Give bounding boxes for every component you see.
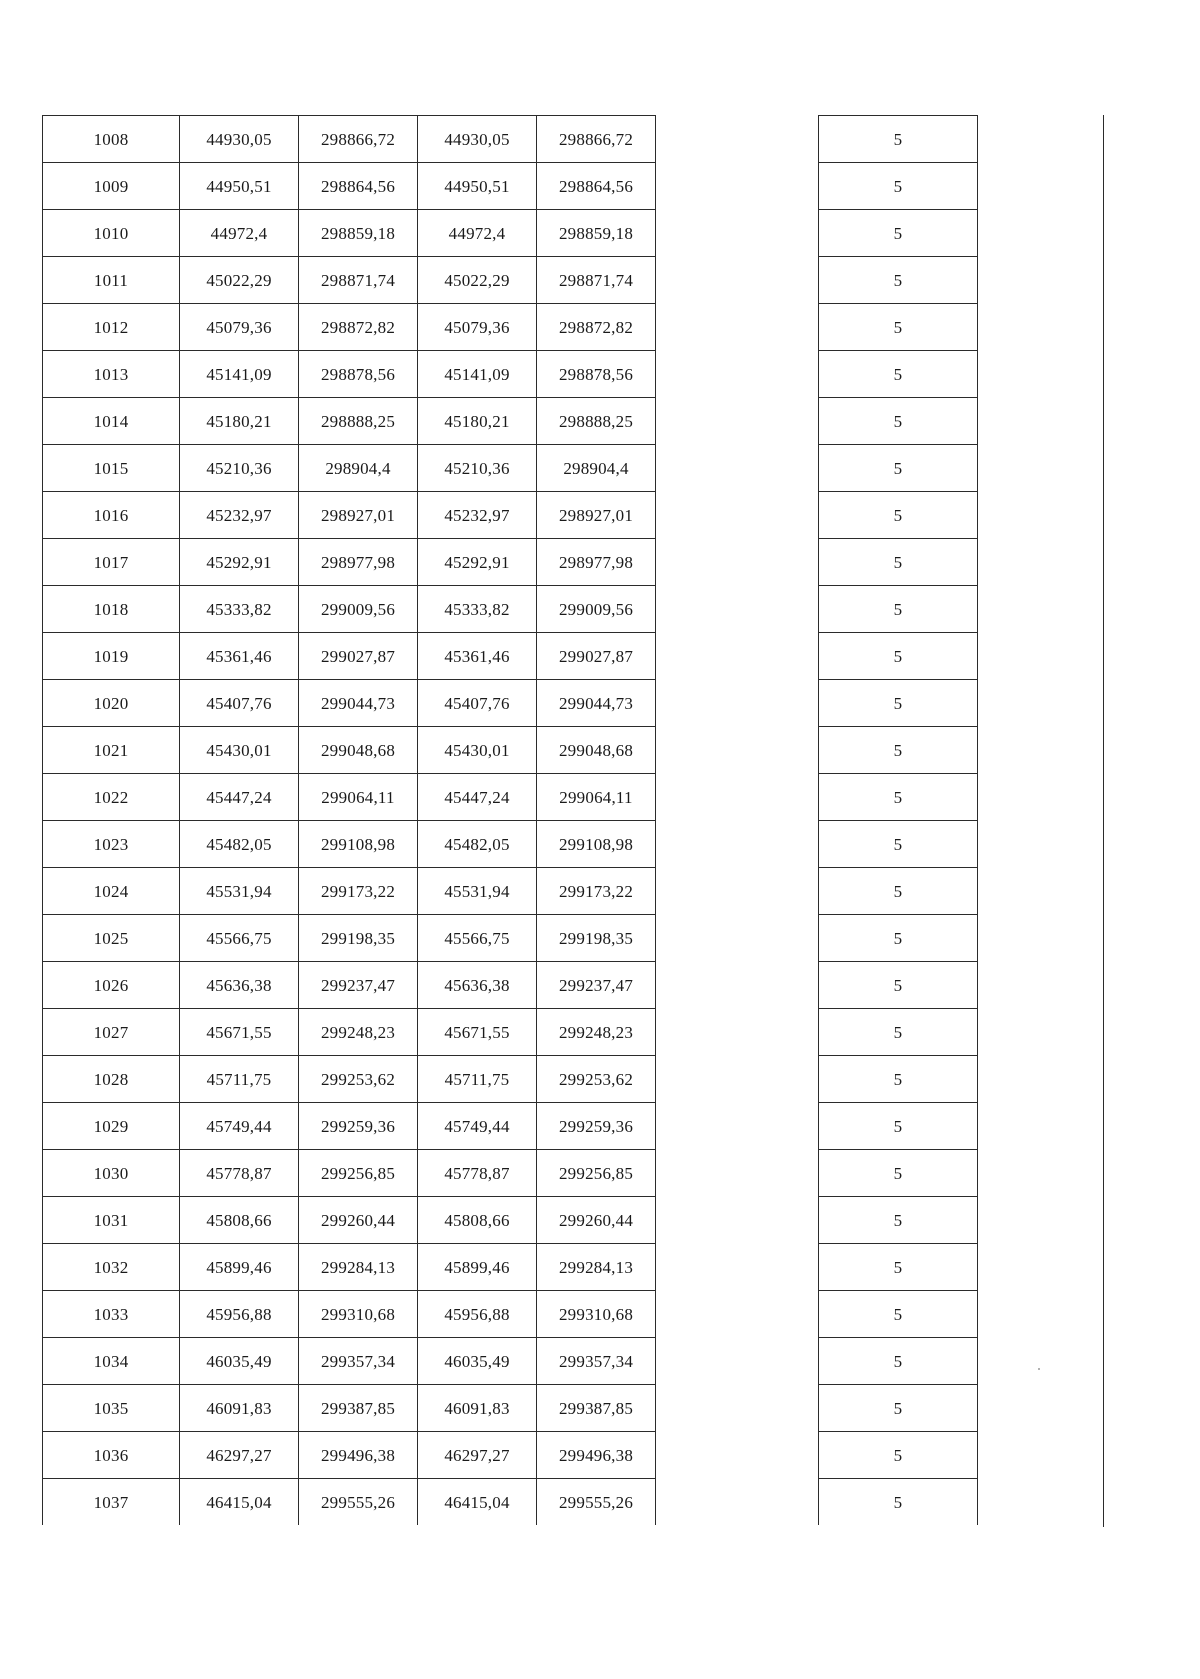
precision-cell: 5 — [819, 539, 978, 586]
table-row — [43, 586, 656, 633]
x-coordinate-cell: 46297,27 — [418, 1432, 537, 1479]
y-coordinate-cell: 299108,98 — [299, 821, 418, 868]
table-row — [819, 915, 978, 962]
x-coordinate-cell: 45531,94 — [418, 868, 537, 915]
precision-cell: 5 — [819, 821, 978, 868]
x-coordinate-cell: 44972,4 — [418, 210, 537, 257]
y-coordinate-cell: 299048,68 — [537, 727, 656, 774]
point-number-cell: 1016 — [43, 492, 180, 539]
x-coordinate-cell: 45447,24 — [418, 774, 537, 821]
table-row — [819, 351, 978, 398]
point-number-cell: 1024 — [43, 868, 180, 915]
precision-cell: 5 — [819, 633, 978, 680]
y-coordinate-cell: 299387,85 — [299, 1385, 418, 1432]
point-number-cell: 1021 — [43, 727, 180, 774]
x-coordinate-cell: 45636,38 — [180, 962, 299, 1009]
precision-cell: 5 — [819, 774, 978, 821]
table-row — [43, 1479, 656, 1526]
precision-cell: 5 — [819, 1244, 978, 1291]
point-number-cell: 1025 — [43, 915, 180, 962]
y-coordinate-cell: 299064,11 — [299, 774, 418, 821]
precision-cell: 5 — [819, 1197, 978, 1244]
x-coordinate-cell: 44950,51 — [180, 163, 299, 210]
precision-cell: 5 — [819, 868, 978, 915]
point-number-cell: 1036 — [43, 1432, 180, 1479]
x-coordinate-cell: 45711,75 — [418, 1056, 537, 1103]
table-row — [43, 1150, 656, 1197]
precision-cell: 5 — [819, 1479, 978, 1526]
precision-cell: 5 — [819, 1385, 978, 1432]
y-coordinate-cell: 299284,13 — [299, 1244, 418, 1291]
point-number-cell: 1033 — [43, 1291, 180, 1338]
y-coordinate-cell: 299284,13 — [537, 1244, 656, 1291]
table-row — [819, 868, 978, 915]
precision-table — [818, 115, 978, 1525]
y-coordinate-cell: 299237,47 — [537, 962, 656, 1009]
y-coordinate-cell: 299260,44 — [537, 1197, 656, 1244]
x-coordinate-cell: 45566,75 — [180, 915, 299, 962]
y-coordinate-cell: 298888,25 — [299, 398, 418, 445]
precision-cell: 5 — [819, 116, 978, 163]
precision-cell: 5 — [819, 915, 978, 962]
table-row — [819, 116, 978, 163]
x-coordinate-cell: 45808,66 — [180, 1197, 299, 1244]
table-row — [819, 1056, 978, 1103]
y-coordinate-cell: 299310,68 — [537, 1291, 656, 1338]
x-coordinate-cell: 45956,88 — [180, 1291, 299, 1338]
x-coordinate-cell: 45232,97 — [180, 492, 299, 539]
x-coordinate-cell: 46035,49 — [418, 1338, 537, 1385]
y-coordinate-cell: 299237,47 — [299, 962, 418, 1009]
x-coordinate-cell: 45899,46 — [180, 1244, 299, 1291]
x-coordinate-cell: 45141,09 — [418, 351, 537, 398]
table-row — [819, 962, 978, 1009]
x-coordinate-cell: 45711,75 — [180, 1056, 299, 1103]
y-coordinate-cell: 298871,74 — [299, 257, 418, 304]
table-row — [819, 727, 978, 774]
point-number-cell: 1008 — [43, 116, 180, 163]
point-number-cell: 1027 — [43, 1009, 180, 1056]
y-coordinate-cell: 299009,56 — [299, 586, 418, 633]
x-coordinate-cell: 46415,04 — [418, 1479, 537, 1526]
y-coordinate-cell: 298977,98 — [299, 539, 418, 586]
table-row — [819, 539, 978, 586]
coordinates-table — [42, 115, 656, 1525]
table-row — [43, 1338, 656, 1385]
x-coordinate-cell: 46297,27 — [180, 1432, 299, 1479]
y-coordinate-cell: 298864,56 — [299, 163, 418, 210]
table-row — [819, 774, 978, 821]
table-row — [43, 1385, 656, 1432]
x-coordinate-cell: 45899,46 — [418, 1244, 537, 1291]
table-row — [819, 1291, 978, 1338]
point-number-cell: 1010 — [43, 210, 180, 257]
x-coordinate-cell: 45749,44 — [180, 1103, 299, 1150]
precision-cell: 5 — [819, 351, 978, 398]
x-coordinate-cell: 45180,21 — [180, 398, 299, 445]
table-row — [43, 633, 656, 680]
table-row — [43, 821, 656, 868]
x-coordinate-cell: 45482,05 — [180, 821, 299, 868]
y-coordinate-cell: 298888,25 — [537, 398, 656, 445]
table-row — [819, 1479, 978, 1526]
x-coordinate-cell: 45333,82 — [180, 586, 299, 633]
point-number-cell: 1011 — [43, 257, 180, 304]
y-coordinate-cell: 298872,82 — [299, 304, 418, 351]
table-row — [43, 1103, 656, 1150]
table-row — [819, 210, 978, 257]
table-row — [43, 163, 656, 210]
table-row — [819, 1103, 978, 1150]
table-row — [43, 774, 656, 821]
point-number-cell: 1028 — [43, 1056, 180, 1103]
x-coordinate-cell: 45141,09 — [180, 351, 299, 398]
y-coordinate-cell: 299248,23 — [299, 1009, 418, 1056]
precision-cell: 5 — [819, 1432, 978, 1479]
precision-cell: 5 — [819, 1338, 978, 1385]
y-coordinate-cell: 299044,73 — [299, 680, 418, 727]
precision-cell: 5 — [819, 492, 978, 539]
x-coordinate-cell: 45482,05 — [418, 821, 537, 868]
scan-speck — [1038, 1368, 1040, 1370]
x-coordinate-cell: 46091,83 — [180, 1385, 299, 1432]
y-coordinate-cell: 299496,38 — [299, 1432, 418, 1479]
table-row — [43, 445, 656, 492]
y-coordinate-cell: 299048,68 — [299, 727, 418, 774]
y-coordinate-cell: 299044,73 — [537, 680, 656, 727]
precision-cell: 5 — [819, 680, 978, 727]
table-row — [43, 1432, 656, 1479]
precision-cell: 5 — [819, 210, 978, 257]
x-coordinate-cell: 45430,01 — [418, 727, 537, 774]
x-coordinate-cell: 45210,36 — [418, 445, 537, 492]
table-row — [43, 351, 656, 398]
x-coordinate-cell: 46035,49 — [180, 1338, 299, 1385]
x-coordinate-cell: 45447,24 — [180, 774, 299, 821]
y-coordinate-cell: 298859,18 — [299, 210, 418, 257]
table-row — [43, 539, 656, 586]
x-coordinate-cell: 44930,05 — [418, 116, 537, 163]
point-number-cell: 1017 — [43, 539, 180, 586]
y-coordinate-cell: 299173,22 — [537, 868, 656, 915]
point-number-cell: 1035 — [43, 1385, 180, 1432]
x-coordinate-cell: 45232,97 — [418, 492, 537, 539]
y-coordinate-cell: 299173,22 — [299, 868, 418, 915]
y-coordinate-cell: 298904,4 — [537, 445, 656, 492]
y-coordinate-cell: 299009,56 — [537, 586, 656, 633]
y-coordinate-cell: 299555,26 — [537, 1479, 656, 1526]
table-row — [43, 257, 656, 304]
x-coordinate-cell: 45292,91 — [180, 539, 299, 586]
y-coordinate-cell: 299310,68 — [299, 1291, 418, 1338]
y-coordinate-cell: 299357,34 — [537, 1338, 656, 1385]
point-number-cell: 1015 — [43, 445, 180, 492]
y-coordinate-cell: 298864,56 — [537, 163, 656, 210]
table-row — [43, 1291, 656, 1338]
precision-cell: 5 — [819, 257, 978, 304]
point-number-cell: 1029 — [43, 1103, 180, 1150]
table-row — [43, 727, 656, 774]
point-number-cell: 1032 — [43, 1244, 180, 1291]
precision-cell: 5 — [819, 1056, 978, 1103]
point-number-cell: 1019 — [43, 633, 180, 680]
y-coordinate-cell: 299496,38 — [537, 1432, 656, 1479]
table-row — [43, 680, 656, 727]
point-number-cell: 1022 — [43, 774, 180, 821]
y-coordinate-cell: 298878,56 — [299, 351, 418, 398]
precision-cell: 5 — [819, 1291, 978, 1338]
x-coordinate-cell: 45407,76 — [418, 680, 537, 727]
y-coordinate-cell: 299253,62 — [299, 1056, 418, 1103]
precision-cell: 5 — [819, 962, 978, 1009]
x-coordinate-cell: 45430,01 — [180, 727, 299, 774]
x-coordinate-cell: 45808,66 — [418, 1197, 537, 1244]
right-border-line — [1103, 115, 1104, 1527]
table-row — [819, 1009, 978, 1056]
table-row — [819, 1197, 978, 1244]
x-coordinate-cell: 45180,21 — [418, 398, 537, 445]
x-coordinate-cell: 45956,88 — [418, 1291, 537, 1338]
y-coordinate-cell: 299198,35 — [299, 915, 418, 962]
y-coordinate-cell: 299256,85 — [299, 1150, 418, 1197]
x-coordinate-cell: 45749,44 — [418, 1103, 537, 1150]
x-coordinate-cell: 45292,91 — [418, 539, 537, 586]
table-row — [43, 1009, 656, 1056]
x-coordinate-cell: 44930,05 — [180, 116, 299, 163]
x-coordinate-cell: 45778,87 — [418, 1150, 537, 1197]
x-coordinate-cell: 44972,4 — [180, 210, 299, 257]
y-coordinate-cell: 298859,18 — [537, 210, 656, 257]
y-coordinate-cell: 299253,62 — [537, 1056, 656, 1103]
x-coordinate-cell: 45531,94 — [180, 868, 299, 915]
point-number-cell: 1009 — [43, 163, 180, 210]
point-number-cell: 1013 — [43, 351, 180, 398]
y-coordinate-cell: 299555,26 — [299, 1479, 418, 1526]
table-row — [43, 915, 656, 962]
table-row — [43, 1056, 656, 1103]
y-coordinate-cell: 298927,01 — [537, 492, 656, 539]
table-row — [819, 1432, 978, 1479]
point-number-cell: 1030 — [43, 1150, 180, 1197]
x-coordinate-cell: 45636,38 — [418, 962, 537, 1009]
table-row — [43, 398, 656, 445]
point-number-cell: 1020 — [43, 680, 180, 727]
y-coordinate-cell: 298904,4 — [299, 445, 418, 492]
x-coordinate-cell: 45022,29 — [180, 257, 299, 304]
table-row — [819, 586, 978, 633]
precision-cell: 5 — [819, 163, 978, 210]
table-row — [819, 821, 978, 868]
point-number-cell: 1012 — [43, 304, 180, 351]
y-coordinate-cell: 299256,85 — [537, 1150, 656, 1197]
x-coordinate-cell: 46415,04 — [180, 1479, 299, 1526]
precision-cell: 5 — [819, 1150, 978, 1197]
table-row — [819, 492, 978, 539]
y-coordinate-cell: 299027,87 — [299, 633, 418, 680]
x-coordinate-cell: 45022,29 — [418, 257, 537, 304]
table-row — [819, 257, 978, 304]
x-coordinate-cell: 45210,36 — [180, 445, 299, 492]
precision-cell: 5 — [819, 1009, 978, 1056]
x-coordinate-cell: 45566,75 — [418, 915, 537, 962]
y-coordinate-cell: 299027,87 — [537, 633, 656, 680]
y-coordinate-cell: 298866,72 — [299, 116, 418, 163]
y-coordinate-cell: 299064,11 — [537, 774, 656, 821]
table-row — [43, 116, 656, 163]
precision-table-body — [819, 116, 978, 1526]
precision-cell: 5 — [819, 304, 978, 351]
point-number-cell: 1023 — [43, 821, 180, 868]
table-row — [43, 1197, 656, 1244]
y-coordinate-cell: 298927,01 — [299, 492, 418, 539]
point-number-cell: 1026 — [43, 962, 180, 1009]
precision-cell: 5 — [819, 445, 978, 492]
y-coordinate-cell: 298871,74 — [537, 257, 656, 304]
x-coordinate-cell: 45361,46 — [180, 633, 299, 680]
table-row — [43, 210, 656, 257]
y-coordinate-cell: 298977,98 — [537, 539, 656, 586]
x-coordinate-cell: 45361,46 — [418, 633, 537, 680]
x-coordinate-cell: 44950,51 — [418, 163, 537, 210]
coordinates-table-body — [43, 116, 656, 1526]
x-coordinate-cell: 45079,36 — [418, 304, 537, 351]
y-coordinate-cell: 299260,44 — [299, 1197, 418, 1244]
precision-cell: 5 — [819, 1103, 978, 1150]
y-coordinate-cell: 299259,36 — [299, 1103, 418, 1150]
x-coordinate-cell: 45333,82 — [418, 586, 537, 633]
y-coordinate-cell: 299248,23 — [537, 1009, 656, 1056]
table-row — [819, 633, 978, 680]
point-number-cell: 1018 — [43, 586, 180, 633]
table-row — [819, 1150, 978, 1197]
y-coordinate-cell: 298866,72 — [537, 116, 656, 163]
point-number-cell: 1031 — [43, 1197, 180, 1244]
table-row — [43, 304, 656, 351]
table-row — [819, 1244, 978, 1291]
table-row — [819, 680, 978, 727]
table-row — [819, 163, 978, 210]
point-number-cell: 1037 — [43, 1479, 180, 1526]
x-coordinate-cell: 45407,76 — [180, 680, 299, 727]
y-coordinate-cell: 299387,85 — [537, 1385, 656, 1432]
table-row — [819, 304, 978, 351]
point-number-cell: 1014 — [43, 398, 180, 445]
y-coordinate-cell: 299198,35 — [537, 915, 656, 962]
y-coordinate-cell: 299108,98 — [537, 821, 656, 868]
y-coordinate-cell: 298878,56 — [537, 351, 656, 398]
table-row — [819, 398, 978, 445]
x-coordinate-cell: 45778,87 — [180, 1150, 299, 1197]
precision-cell: 5 — [819, 586, 978, 633]
table-row — [819, 1338, 978, 1385]
table-row — [43, 492, 656, 539]
point-number-cell: 1034 — [43, 1338, 180, 1385]
y-coordinate-cell: 299259,36 — [537, 1103, 656, 1150]
y-coordinate-cell: 298872,82 — [537, 304, 656, 351]
table-row — [43, 868, 656, 915]
precision-cell: 5 — [819, 398, 978, 445]
x-coordinate-cell: 46091,83 — [418, 1385, 537, 1432]
table-row — [43, 962, 656, 1009]
x-coordinate-cell: 45671,55 — [418, 1009, 537, 1056]
table-row — [43, 1244, 656, 1291]
precision-cell: 5 — [819, 727, 978, 774]
x-coordinate-cell: 45079,36 — [180, 304, 299, 351]
table-row — [819, 445, 978, 492]
table-row — [819, 1385, 978, 1432]
x-coordinate-cell: 45671,55 — [180, 1009, 299, 1056]
y-coordinate-cell: 299357,34 — [299, 1338, 418, 1385]
